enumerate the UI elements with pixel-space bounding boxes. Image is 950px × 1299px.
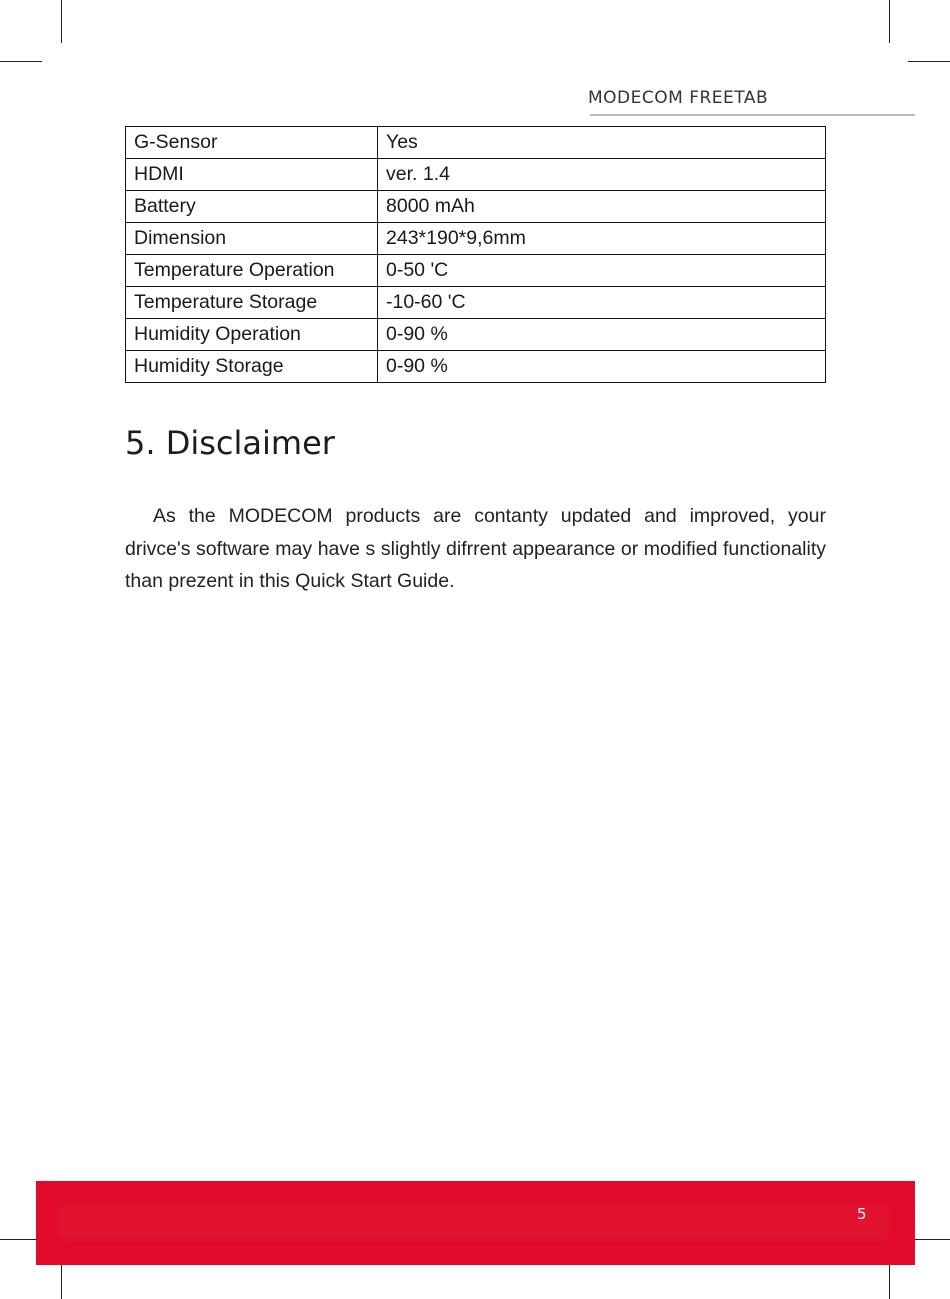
page-number: 5 — [857, 1205, 867, 1223]
spec-label: Temperature Operation — [126, 255, 378, 287]
disclaimer-paragraph: As the MODECOM products are contanty updated and improved, your drivce's software may have s slightly difrrent appearance or modified functionality than prezent in this Quick Start Guide. — [125, 505, 826, 592]
spec-value: 8000 mAh — [378, 191, 826, 223]
table-row — [126, 287, 826, 319]
table-row — [126, 223, 826, 255]
crop-mark-top-right-horizontal — [908, 61, 950, 62]
spec-label: Humidity Storage — [126, 351, 378, 383]
running-header: MODECOM FREETAB — [588, 88, 769, 108]
spec-value: 0-90 % — [378, 319, 826, 351]
table-row — [126, 319, 826, 351]
header-rule — [590, 114, 915, 116]
spec-value: 0-50 'C — [378, 255, 826, 287]
table-row — [126, 191, 826, 223]
table-row — [126, 127, 826, 159]
crop-mark-top-right-vertical — [889, 0, 890, 43]
spec-label: Dimension — [126, 223, 378, 255]
table-row — [126, 255, 826, 287]
spec-value: 243*190*9,6mm — [378, 223, 826, 255]
spec-label: Humidity Operation — [126, 319, 378, 351]
table-row — [126, 351, 826, 383]
spec-label: Temperature Storage — [126, 287, 378, 319]
crop-mark-top-left-horizontal — [0, 61, 42, 62]
specifications-table — [125, 126, 826, 383]
spec-value: Yes — [378, 127, 826, 159]
footer-inner-panel — [57, 1203, 891, 1241]
spec-label: Battery — [126, 191, 378, 223]
spec-value: ver. 1.4 — [378, 159, 826, 191]
section-heading: 5. Disclaimer — [125, 424, 335, 462]
spec-value: -10-60 'C — [378, 287, 826, 319]
spec-label: G-Sensor — [126, 127, 378, 159]
table-row — [126, 159, 826, 191]
crop-mark-top-left-vertical — [61, 0, 62, 43]
spec-label: HDMI — [126, 159, 378, 191]
spec-value: 0-90 % — [378, 351, 826, 383]
